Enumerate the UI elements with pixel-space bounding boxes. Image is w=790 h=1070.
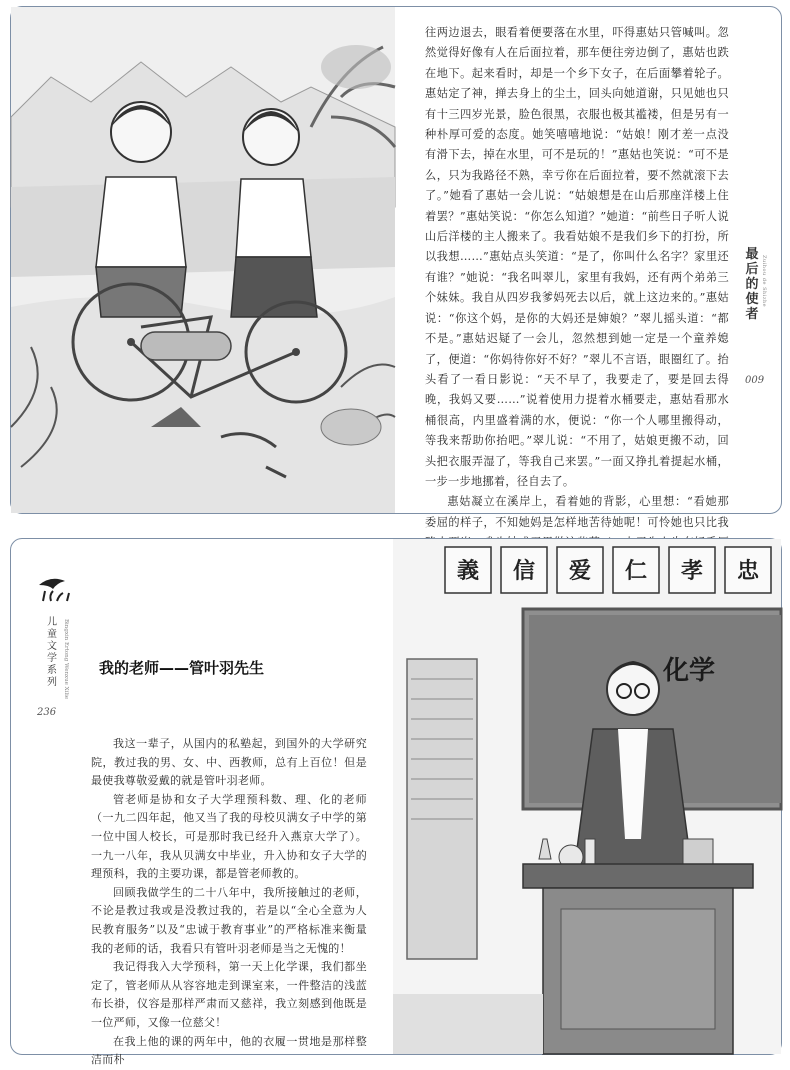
essay-text [91, 735, 367, 1070]
paragraph: 惠姑凝立在溪岸上，看着她的背影，心里想：“看她那委屈的样子，不知她妈是怎样地苦待她呢！可怜她也只比我 [425, 495, 729, 529]
spread-top [10, 6, 782, 529]
series-name: 儿童文学系列 [47, 617, 57, 688]
banner-char: 仁 [625, 558, 648, 584]
girls-bicycle-illustration [11, 7, 395, 513]
series-subtitle: Bingxin Ertong Wenxue Xilie [63, 619, 69, 700]
teacher-classroom-illustration [393, 539, 781, 1054]
paragraph: 我这一辈子，从国内的私塾起，到国外的大学研究院，教过我的男、女、中、西教师，总有上百位！但是最使我尊敬爱戴的就是管叶羽老师。 [91, 737, 367, 788]
paragraph: 回顾我做学生的二十八年中，我所接触过的老师，不论是教过我或是没教过我的，若是以“全心全意为人民教育服务”以及“忠诚于教育事业”的严格标准来衡量我的老师的话，我看只有管叶羽老师是当之无愧的！ [91, 885, 367, 955]
banner-char: 爱 [569, 558, 592, 584]
chapter-side-subtitle: Zuihou de Shizhe [761, 255, 767, 308]
paragraph: 管老师是协和女子大学理预科数、理、化的老师（一九二四年起，他又当了我的母校贝满女子中学的第一位中国人校长，可是那时我已经升入燕京大学了）。一九一八年，我从贝满女中毕业，升入协和女子大学的理预科，我的主要功课，都是管老师教的。 [91, 792, 367, 881]
banner-char: 孝 [681, 558, 704, 584]
logo-bird-icon [35, 575, 75, 605]
banner-char: 忠 [737, 558, 760, 584]
chapter-side-title: 最后的使者 [745, 247, 759, 322]
paragraph: 我记得我入大学预科，第一天上化学课，我们都坐定了，管老师从从容容地走到课室来，一件整洁的浅蓝布长褂，仪容是那样严肃而又慈祥，我立刻感到他既是一位严师，又像一位慈父！ [91, 960, 367, 1029]
page-number: 009 [745, 375, 765, 386]
banner-char: 義 [457, 558, 480, 584]
banner-char: 信 [513, 558, 536, 584]
story-text [425, 23, 729, 574]
paragraph: 在我上他的课的两年中，他的衣履一贯地是那样整洁而朴 [91, 1034, 367, 1067]
chapter-title: 我的老师——管叶羽先生 [99, 659, 265, 677]
paragraph: 往两边退去，眼看着便要落在水里，吓得惠姑只管喊叫。忽然觉得好像有人在后面拉着，那车便往旁边倒了，惠姑也跌在地下。起来看时，却是一个乡下女子，在后面攀着轮子。惠姑定了神，掸去身上的尘土，回头向她道谢，只见她也只有十三四岁光景，脸色很黑，衣服也极其褴褛，但是另有一种朴厚可爱的态度。她笑嘻嘻地说：“姑娘！刚才差一点没有滑下去，掉在水里，可不是玩的！”惠姑也笑说：“可不是么，只为我路径不熟，幸亏你在后面拉着，要不然就滚下去了。”她看了惠姑一会儿说：“姑娘想是在山后那座洋楼上住着罢？”惠姑笑说：“你怎么知道？”她道：“前些日子听人说山后洋楼的主人搬来了。我看姑娘不是我们乡下的打扮，所以我想……”惠姑点头笑道：“是了，你叫什么名字？家里还有谁？”她说：“我名叫翠儿，家里有我妈，还有两个弟弟三个妹妹。我自从四岁我爹妈死去以后，就上这边来的。”惠姑说：“你这个妈，是你的大妈还是婶娘？”翠儿摇头道：“都不是。”惠姑迟疑了一会儿，忽然想到她一定是一个童养媳了，便道：“你妈待你好不好？”翠儿不言语，眼圈红了。抬头看了一看日影说：“天不早了，我要走了，要是回去得晚，我妈又要……”说着使用力提着水桶要走，惠姑看那水桶很高，内里盛着满的水，便说：“你一个人哪里搬得动，等我来帮助你抬吧。”翠儿说：“不用了，姑娘更搬不动，回头把衣服弄湿了，等我自己来罢。”一面又挣扎着提起水桶，一步一步地挪着，径自去了。 [425, 26, 729, 488]
page-number: 236 [37, 707, 57, 718]
spread-bottom [10, 538, 782, 1067]
blackboard-text: 化学 [663, 656, 716, 686]
